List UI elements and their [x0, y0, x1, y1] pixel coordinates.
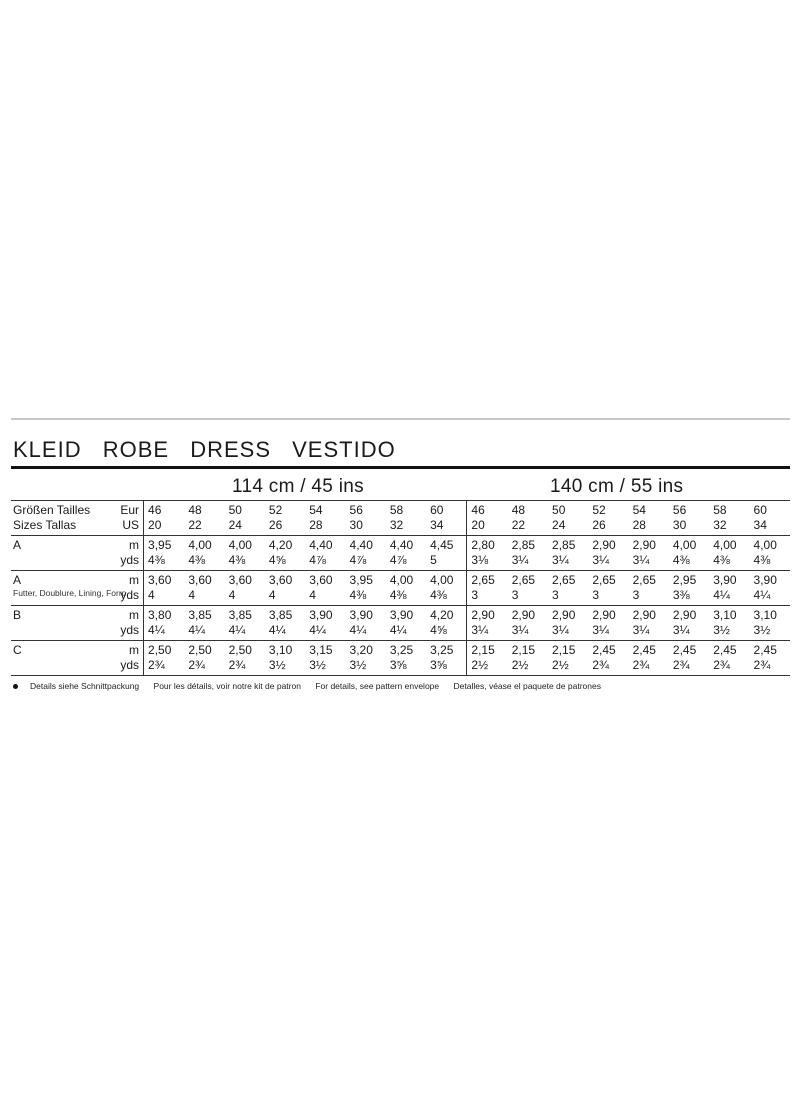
meters-cell: 2,65 [588, 571, 628, 589]
yards-cell: 3¼ [592, 553, 610, 567]
yards-cell: 4⅝ [268, 553, 286, 567]
yards-cell: 4⅜ [713, 553, 730, 567]
meters-cell: 4,00 [750, 536, 790, 554]
bullet-icon [13, 684, 18, 689]
meters-cell: 2,45 [669, 641, 709, 659]
meters-cell: 3,85 [225, 606, 265, 624]
yards-cell: 3⅜ [672, 588, 690, 602]
meters-cell: 3,15 [305, 641, 345, 659]
yards-cell: 3¼ [511, 623, 529, 637]
meters-cell: 2,90 [669, 606, 709, 624]
yards-cell: 4⅜ [389, 588, 407, 602]
meters-cell: 2,90 [548, 606, 588, 624]
meters-cell: 3,60 [265, 571, 305, 589]
table-row [11, 553, 790, 571]
yards-cell: 3¼ [592, 623, 610, 637]
footnote [13, 681, 613, 691]
yards-cell: 3¼ [632, 623, 650, 637]
eur-size-cell: 60 [750, 501, 790, 519]
meters-cell: 2,65 [508, 571, 548, 589]
meters-cell: 3,10 [750, 606, 790, 624]
yards-cell: 3⅛ [471, 553, 489, 567]
meters-cell: 2,45 [629, 641, 669, 659]
meters-cell: 2,65 [467, 571, 508, 589]
title-en: DRESS [190, 437, 271, 462]
meters-cell: 4,45 [426, 536, 467, 554]
footnote-en: For details, see pattern envelope [315, 681, 440, 691]
yards-cell: 4⅜ [188, 553, 206, 567]
yards-cell: 4⅜ [349, 588, 367, 602]
us-size-cell: 26 [268, 518, 283, 532]
yards-cell: 4¼ [188, 623, 206, 637]
unit-label: US [109, 518, 144, 536]
eur-size-cell: 46 [144, 501, 185, 519]
yards-cell: 4 [228, 588, 236, 602]
meters-cell: 4,00 [669, 536, 709, 554]
eur-size-cell: 50 [548, 501, 588, 519]
us-size-cell: 24 [552, 518, 566, 532]
eur-size-cell: 54 [305, 501, 345, 519]
fabric-width-114-header: 114 cm / 45 ins [232, 476, 364, 497]
meters-cell: 4,00 [709, 536, 749, 554]
yards-cell: 3 [632, 588, 640, 602]
view-label: B [11, 606, 109, 624]
meters-cell: 2,80 [467, 536, 508, 554]
meters-cell: 4,00 [426, 571, 467, 589]
table-row [11, 623, 790, 641]
yards-cell: 3¼ [471, 623, 489, 637]
meters-cell: 4,20 [426, 606, 467, 624]
meters-cell: 4,40 [346, 536, 386, 554]
yards-cell: 4⅜ [148, 553, 165, 567]
yards-cell: 3½ [305, 658, 345, 676]
yards-cell: 2½ [508, 658, 548, 676]
yards-cell: 3 [592, 588, 600, 602]
unit-label: m [109, 571, 144, 589]
meters-cell: 3,25 [386, 641, 426, 659]
meters-cell: 3,60 [305, 571, 345, 589]
yards-cell: 2¾ [144, 658, 185, 676]
footnote-de: Details siehe Schnittpackung [30, 681, 140, 691]
top-divider [11, 418, 790, 420]
yards-cell: 3½ [713, 623, 730, 637]
yards-cell: 3¼ [632, 553, 650, 567]
us-size-cell: 20 [471, 518, 485, 532]
eur-size-cell: 46 [467, 501, 508, 519]
size-label: Größen Tailles [11, 501, 109, 519]
meters-cell: 2,65 [548, 571, 588, 589]
yards-cell: 4¼ [148, 623, 165, 637]
yards-cell: 3¼ [552, 553, 569, 567]
yards-cell: 4⅞ [349, 553, 367, 567]
yards-cell: 3½ [265, 658, 305, 676]
view-sublabel-cell [11, 623, 109, 641]
table-row [11, 501, 790, 519]
fabric-width-140-header: 140 cm / 55 ins [550, 476, 684, 497]
us-size-cell: 30 [349, 518, 363, 532]
us-size-cell: 34 [426, 518, 467, 536]
yards-cell: 4¼ [309, 623, 326, 637]
unit-label: m [109, 536, 144, 554]
yards-cell: 2¾ [629, 658, 669, 676]
yards-cell: 2¾ [184, 658, 224, 676]
meters-cell: 4,00 [225, 536, 265, 554]
yards-cell: 4⅜ [672, 553, 690, 567]
table-row [11, 658, 790, 676]
size-label: Sizes Tallas [13, 518, 77, 532]
meters-cell: 2,90 [588, 606, 628, 624]
meters-cell: 2,90 [588, 536, 628, 554]
yards-cell: 3 [552, 588, 559, 602]
unit-label: m [109, 606, 144, 624]
yards-cell: 3¼ [552, 623, 569, 637]
meters-cell: 3,20 [346, 641, 386, 659]
meters-cell: 2,65 [629, 571, 669, 589]
unit-label: yds [109, 623, 144, 641]
view-sublabel-cell [11, 588, 127, 606]
yards-cell: 4⅝ [426, 623, 467, 641]
table-row [11, 641, 790, 659]
eur-size-cell: 52 [265, 501, 305, 519]
meters-cell: 3,10 [265, 641, 305, 659]
meters-cell: 3,60 [184, 571, 224, 589]
yards-cell: 3⅝ [386, 658, 426, 676]
yards-cell: 4⅞ [309, 553, 326, 567]
meters-cell: 2,85 [508, 536, 548, 554]
yards-cell: 4¼ [713, 588, 730, 602]
unit-label: yds [109, 553, 144, 571]
footnote-fr: Pour les détails, voir notre kit de patron [153, 681, 301, 691]
yards-cell: 4 [188, 588, 196, 602]
meters-cell: 2,90 [629, 536, 669, 554]
meters-cell: 2,45 [709, 641, 749, 659]
yards-cell: 2½ [467, 658, 508, 676]
meters-cell: 4,40 [305, 536, 345, 554]
us-size-cell: 24 [228, 518, 242, 532]
yards-cell: 3½ [753, 623, 771, 637]
title-es: VESTIDO [292, 437, 396, 462]
yards-cell: 4 [309, 588, 316, 602]
meters-cell: 2,95 [669, 571, 709, 589]
meters-cell: 3,90 [386, 606, 426, 624]
eur-size-cell: 58 [386, 501, 426, 519]
meters-cell: 3,10 [709, 606, 749, 624]
meters-cell: 4,40 [386, 536, 426, 554]
meters-cell: 2,45 [750, 641, 790, 659]
meters-cell: 3,85 [265, 606, 305, 624]
yards-cell: 4 [268, 588, 276, 602]
meters-cell: 3,95 [144, 536, 185, 554]
us-size-cell: 32 [389, 518, 404, 532]
meters-cell: 2,50 [225, 641, 265, 659]
table-row [11, 606, 790, 624]
view-sublabel-cell [11, 553, 109, 571]
view-label: A [11, 571, 109, 589]
meters-cell: 2,85 [548, 536, 588, 554]
eur-size-cell: 56 [346, 501, 386, 519]
unit-label: yds [109, 588, 144, 606]
yards-cell: 2¾ [588, 658, 628, 676]
view-label: A [11, 536, 109, 554]
meters-cell: 2,90 [508, 606, 548, 624]
us-size-cell: 22 [511, 518, 526, 532]
view-label: C [11, 641, 109, 659]
eur-size-cell: 58 [709, 501, 749, 519]
yards-cell: 4⅜ [753, 553, 771, 567]
yards-cell: 4⅜ [426, 588, 467, 606]
meters-cell: 3,60 [144, 571, 185, 589]
yards-cell: 3 [511, 588, 519, 602]
us-size-cell: 28 [632, 518, 646, 532]
meters-cell: 2,45 [588, 641, 628, 659]
eur-size-cell: 54 [629, 501, 669, 519]
row-sublabel: Futter, Doublure, Lining, Forro [13, 588, 127, 598]
eur-size-cell: 50 [225, 501, 265, 519]
us-size-cell: 32 [713, 518, 727, 532]
meters-cell: 2,15 [467, 641, 508, 659]
us-size-cell: 20 [148, 518, 162, 532]
meters-cell: 4,20 [265, 536, 305, 554]
us-size-cell: 28 [309, 518, 323, 532]
meters-cell: 3,85 [184, 606, 224, 624]
yards-cell: 2¾ [225, 658, 265, 676]
eur-size-cell: 52 [588, 501, 628, 519]
yards-cell: 5 [426, 553, 467, 571]
meters-cell: 3,90 [750, 571, 790, 589]
meters-cell: 2,15 [548, 641, 588, 659]
meters-cell: 3,25 [426, 641, 467, 659]
yards-cell: 3 [471, 588, 479, 602]
title-fr: ROBE [102, 437, 170, 462]
meters-cell: 3,90 [305, 606, 345, 624]
view-sublabel-cell [11, 658, 109, 676]
yards-cell: 2¾ [709, 658, 749, 676]
meters-cell: 4,00 [386, 571, 426, 589]
meters-cell: 3,95 [346, 571, 386, 589]
unit-label: Eur [109, 501, 144, 519]
yards-cell: 2¾ [750, 658, 790, 676]
yards-cell: 3⅝ [426, 658, 467, 676]
yards-cell: 3¼ [672, 623, 690, 637]
yardage-table [11, 500, 790, 676]
yards-cell: 4¼ [349, 623, 367, 637]
table-row [11, 588, 790, 606]
yards-cell: 4¼ [753, 588, 771, 602]
page-title [13, 437, 410, 463]
meters-cell: 3,80 [144, 606, 185, 624]
yards-cell: 4¼ [268, 623, 286, 637]
yards-cell: 2½ [548, 658, 588, 676]
meters-cell: 4,00 [184, 536, 224, 554]
unit-label: m [109, 641, 144, 659]
title-rule [11, 466, 790, 469]
table-row [11, 571, 790, 589]
yards-cell: 3½ [346, 658, 386, 676]
us-size-cell: 34 [753, 518, 767, 532]
eur-size-cell: 48 [508, 501, 548, 519]
yards-cell: 4¼ [389, 623, 407, 637]
us-size-cell: 30 [672, 518, 687, 532]
yards-cell: 2¾ [669, 658, 709, 676]
yards-cell: 4⅞ [389, 553, 407, 567]
meters-cell: 3,60 [225, 571, 265, 589]
yards-cell: 3¼ [511, 553, 529, 567]
meters-cell: 2,15 [508, 641, 548, 659]
meters-cell: 2,90 [467, 606, 508, 624]
eur-size-cell: 56 [669, 501, 709, 519]
title-de: KLEID [13, 437, 82, 462]
us-size-cell: 22 [188, 518, 202, 532]
us-size-cell: 26 [592, 518, 606, 532]
meters-cell: 2,50 [184, 641, 224, 659]
eur-size-cell: 48 [184, 501, 224, 519]
yards-cell: 4⅜ [228, 553, 246, 567]
eur-size-cell: 60 [426, 501, 467, 519]
footnote-es: Detalles, véase el paquete de patrones [453, 681, 601, 691]
unit-label: yds [109, 658, 144, 676]
table-row [11, 536, 790, 554]
table-row [11, 518, 790, 536]
yards-cell: 4¼ [228, 623, 246, 637]
meters-cell: 2,50 [144, 641, 185, 659]
meters-cell: 3,90 [709, 571, 749, 589]
yards-cell: 4 [148, 588, 155, 602]
meters-cell: 2,90 [629, 606, 669, 624]
meters-cell: 3,90 [346, 606, 386, 624]
